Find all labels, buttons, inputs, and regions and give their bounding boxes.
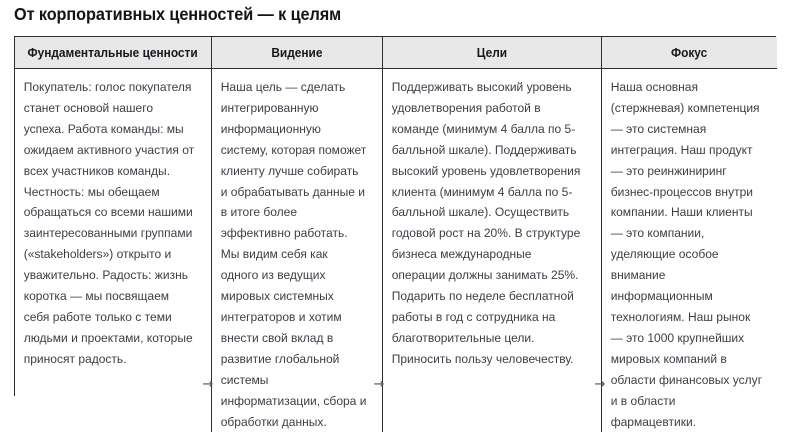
- column-header-fundamental-values: [15, 37, 211, 69]
- cell-text: Наша цель — сделать интегрированную информационную систему, которая поможет клиенту лучше собирать и обрабатывать данные и в итоге более эффективно работать. Мы видим себя как одного из ведущих мировых системных интеграторов и хотим внести свой вклад в развитие глобальной системы информатизации, сбора и обработки данных.: [212, 69, 377, 432]
- cell-text: Наша основная (стержневая) компетенция — это системная интеграция. Наш продукт — это реинжиниринг бизнес-процессов внутри компании. Наши клиенты — это компании, уделяющие особое внимание информационным технологиям. Наш рынок — это 1000 крупнейших мировых компаний в области финансовых услуг и в области фармацевтики.: [602, 69, 772, 432]
- column-header-vision: [211, 37, 382, 69]
- flow-arrow-icon: →: [201, 378, 215, 392]
- values-to-goals-table: [14, 36, 776, 396]
- matrix-table: [15, 37, 777, 432]
- table-header-row: [15, 37, 777, 69]
- column-header-label: Цели: [476, 46, 506, 60]
- cell-fundamental-values: [15, 69, 211, 432]
- cell-text: Покупатель: голос покупателя станет основой нашего успеха. Работа команды: мы ожидаем активного участия от всех участников команды. Честность: мы обещаем обращаться со всеми нашими заинтересованными группами («stakeholders») открыто и уважительно. Радость: жизнь коротка — мы посвящаем себя работе только с теми людьми и проектами, которые приносят радость.: [15, 69, 205, 370]
- page-title: От корпоративных ценностей — к целям: [14, 4, 721, 25]
- column-header-focus: [601, 37, 777, 69]
- cell-text: Поддерживать высокий уровень удовлетворения работой в команде (минимум 4 балла по 5-балльной шкале). Поддерживать высокий уровень удовлетворения клиента (минимум 4 балла по 5-балльной шкале). Осуществить годовой рост на 20%. В структуре бизнеса международные операции должны занимать 25%. Подарить по неделе бесплатной работы в год с сотрудника на благотворительные цели. Приносить пользу человечеству.: [383, 69, 594, 370]
- column-header-goals: [382, 37, 601, 69]
- cell-vision: [211, 69, 382, 432]
- column-header-label: Видение: [271, 46, 322, 60]
- flow-arrow-icon: →: [593, 378, 607, 392]
- flow-arrow-icon: →: [372, 378, 386, 392]
- column-header-label: Фундаментальные ценности: [28, 46, 198, 60]
- cell-focus: [601, 69, 777, 432]
- cell-goals: [382, 69, 601, 432]
- column-header-label: Фокус: [671, 46, 707, 60]
- table-body-row: [15, 69, 777, 432]
